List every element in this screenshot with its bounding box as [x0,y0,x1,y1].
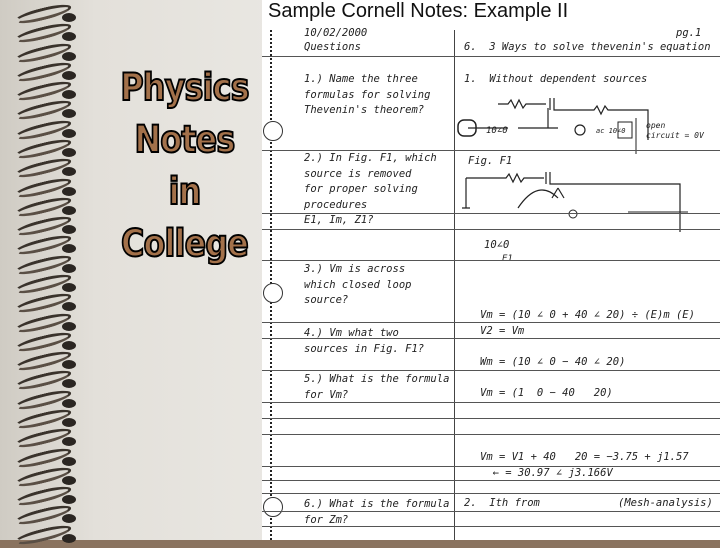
cover-title [105,62,264,270]
binding-ring [14,529,76,543]
rule-line [262,260,720,261]
note-date: 10/02/2000 [304,27,368,39]
binding-ring [14,201,76,215]
rule-line [262,338,720,339]
binding-ring [14,452,76,466]
ring-hole [62,187,76,196]
ring-hole [62,148,76,157]
ring-hole [62,322,76,331]
binding-ring [14,85,76,99]
punch-hole [263,283,283,303]
rule-line [262,229,720,230]
rule-line [262,418,720,419]
rule-line [262,511,720,512]
cover-title-line-2: Notes [134,118,235,161]
page-number: pg.1 [676,27,702,39]
ring-hole [62,437,76,446]
ring-hole [62,495,76,504]
ring-hole [62,71,76,80]
binding-ring [14,394,76,408]
equation-1: Vm = (10 ∠ 0 + 40 ∠ 20) ÷ (E)m (E) [480,309,695,321]
cue-question-6: 6.) What is the formula for Zm? [304,498,450,526]
equation-2: V2 = Vm [480,325,525,337]
equation-5: Vm = V1 + 40 20 = −3.75 + j1.57 ← = 30.97 ∠ j3.166V [480,451,689,479]
circuit-label-e1: E1 [502,254,513,264]
topic-heading: 6. 3 Ways to solve thevenin's equation [464,41,711,53]
rule-line [262,322,720,323]
circuit-label-ac-source: ac 10∠0 [596,127,626,135]
rule-line [262,466,720,467]
punch-hole [263,497,283,517]
ring-hole [62,129,76,138]
circuit-label-source: 10∠0 [486,126,508,136]
rule-line [262,150,720,151]
ring-hole [62,244,76,253]
ring-hole [62,418,76,427]
punch-hole [263,121,283,141]
cover-title-line-3: in College [121,170,248,265]
binding-ring [14,182,76,196]
binding-ring [14,278,76,292]
binding-ring [14,220,76,234]
binding-ring [14,297,76,311]
equation-4: Vm = (1 0 − 40 20) [480,387,613,399]
ring-hole [62,399,76,408]
binding-ring [14,471,76,485]
rule-line [262,213,720,214]
ring-hole [62,225,76,234]
ring-hole [62,52,76,61]
binding-ring [14,355,76,369]
cue-question-4: 4.) Vm what two sources in Fig. F1? [304,327,425,355]
binding-ring [14,317,76,331]
ring-hole [62,13,76,22]
ring-hole [62,283,76,292]
notes-sheet [262,0,720,540]
binding-ring [14,143,76,157]
circuit-label-source-2: 10∠0 [484,239,510,251]
ring-hole [62,379,76,388]
binding-ring [14,374,76,388]
binding-ring [14,490,76,504]
rule-line [262,370,720,371]
binding-ring [14,239,76,253]
ring-hole [62,457,76,466]
rule-line [262,56,720,57]
cue-question-2: 2.) In Fig. F1, which source is removed for proper solving procedures E1, Im, Z1? [304,152,437,226]
cue-question-3: 3.) Vm is across which closed loop source? [304,263,412,306]
binding-ring [14,336,76,350]
rule-line [262,434,720,435]
binding-ring [14,509,76,523]
ring-hole [62,534,76,543]
ring-hole [62,360,76,369]
binding-ring [14,104,76,118]
ring-hole [62,341,76,350]
binding-ring [14,432,76,446]
sheet-title: Sample Cornell Notes: Example II [268,0,569,22]
figure-label: Fig. F1 [468,155,513,167]
notes-heading-1: 1. Without dependent sources [464,73,648,85]
questions-header: Questions [304,41,361,53]
cue-column-divider [454,30,455,540]
ring-hole [62,90,76,99]
ring-hole [62,476,76,485]
rule-line [262,526,720,527]
circuit-label-open: open circuit = 0V [646,121,704,140]
notes-heading-2: 2. Ith from [464,497,540,509]
ring-hole [62,109,76,118]
cue-question-1: 1.) Name the three formulas for solving Thevenin's theorem? [304,73,431,116]
binding-ring [14,162,76,176]
binding-ring [14,66,76,80]
ring-hole [62,32,76,41]
rule-line [262,402,720,403]
binding-ring [14,8,76,22]
cover-title-line-1: Physics [120,66,249,109]
ring-hole [62,167,76,176]
ring-hole [62,514,76,523]
circuit-diagram-2 [458,168,708,234]
binding-ring [14,124,76,138]
cue-question-5: 5.) What is the formula for Vm? [304,373,450,401]
mesh-analysis-note: (Mesh-analysis) [618,497,713,509]
binding-ring [14,47,76,61]
rule-line [262,493,720,494]
ring-hole [62,264,76,273]
ring-hole [62,302,76,311]
binding-ring [14,413,76,427]
binding-ring [14,259,76,273]
rule-line [262,480,720,481]
ring-hole [62,206,76,215]
equation-3: Wm = (10 ∠ 0 − 40 ∠ 20) [480,356,626,368]
binding-ring [14,27,76,41]
